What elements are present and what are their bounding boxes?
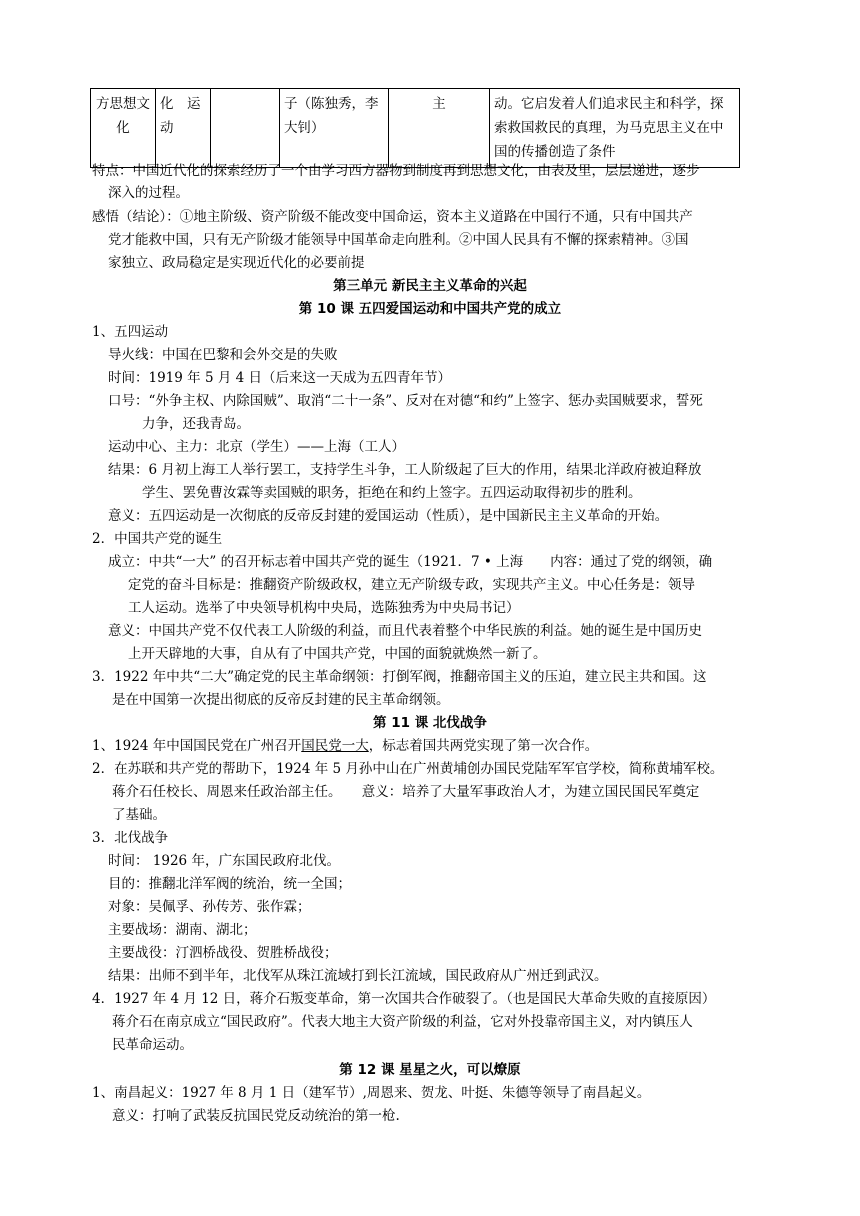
text-line: 力争，还我青岛。 xyxy=(142,416,250,432)
lesson-heading: 第 11 课 北伐战争 xyxy=(373,715,487,731)
table-cell xyxy=(211,89,280,168)
text-line: 特点：中国近代化的探索经历了一个由学习西方器物到制度再到思想文化，由表及里，层层递进，逐步 xyxy=(92,163,700,179)
text-line: 4．1927 年 4 月 12 日，蒋介石叛变革命，第一次国共合作破裂了。（也是国民大革命失败的直接原因） xyxy=(92,991,716,1007)
text-line: 1、南昌起义：1927 年 8 月 1 日（建军节）,周恩来、贺龙、叶挺、朱德等领导了南昌起义。 xyxy=(92,1085,651,1101)
text-line: 导火线：中国在巴黎和会外交是的失败 xyxy=(108,347,338,363)
lesson-heading: 第 10 课 五四爱国运动和中国共产党的成立 xyxy=(298,301,562,317)
text-span: ，标志着国共两党实现了第一次合作。 xyxy=(368,738,599,754)
text-line: 党才能救中国，只有无产阶级才能领导中国革命走向胜利。②中国人民具有不懈的探索精神。③国 xyxy=(108,232,689,248)
text-line: 感悟（结论）：①地主阶级、资产阶级不能改变中国命运，资本主义道路在中国行不通，只有中国共产 xyxy=(92,209,693,225)
text-line: 意义：五四运动是一次彻底的反帝反封建的爱国运动（性质），是中国新民主主义革命的开始。 xyxy=(108,508,669,524)
table-row xyxy=(91,89,740,168)
text-line: 主要战场：湖南、湖北； xyxy=(108,922,257,938)
text-line: 了基础。 xyxy=(112,807,166,823)
text-line: 口号：“外争主权、内除国贼”、取消“二十一条”、反对在对德“和约”上签字、惩办卖国贼要求，誓死 xyxy=(108,393,703,409)
table-cell: 化 运动 xyxy=(156,89,211,168)
text-line: 结果：6 月初上海工人举行罢工，支持学生斗争，工人阶级起了巨大的作用，结果北洋政府被迫释放 xyxy=(108,462,702,478)
text-line: 结果：出师不到半年，北伐军从珠江流域打到长江流域，国民政府从广州迁到武汉。 xyxy=(108,968,608,984)
text-line xyxy=(92,735,598,757)
table-cell: 动。它启发着人们追求民主和科学，探索救国救民的真理，为马克思主义在中国的传播创造了条件 xyxy=(490,89,740,168)
text-line: 2．在苏联和共产党的帮助下，1924 年 5 月孙中山在广州黄埔创办国民党陆军军官学校，简称黄埔军校。 xyxy=(92,761,724,777)
text-line: 对象：吴佩孚、孙传芳、张作霖； xyxy=(108,899,311,915)
text-line: 成立：中共“一大” 的召开标志着中国共产党的诞生（1921．7 • 上海 内容：通过了党的纲领，确 xyxy=(108,554,713,570)
text-line: 蒋介石在南京成立“国民政府”。代表大地主大资产阶级的利益，它对外投靠帝国主义，对内镇压人 xyxy=(112,1014,693,1030)
text-line: 工人运动。选举了中央领导机构中央局，选陈独秀为中央局书记） xyxy=(128,600,520,616)
text-line: 家独立、政局稳定是实现近代化的必要前提 xyxy=(108,255,365,271)
text-line: 是在中国第一次提出彻底的反帝反封建的民主革命纲领。 xyxy=(112,692,450,708)
text-line: 意义：打响了武装反抗国民党反动统治的第一枪. xyxy=(112,1108,400,1124)
text-line: 运动中心、主力：北京（学生）——上海（工人） xyxy=(108,439,405,455)
text-line: 蒋介石任校长、周恩来任政治部主任。 意义：培养了大量军事政治人才，为建立国民国民军奠定 xyxy=(112,784,700,800)
text-line: 定党的奋斗目标是：推翻资产阶级政权，建立无产阶级专政，实现共产主义。中心任务是：领导 xyxy=(128,577,695,593)
text-line: 1、五四运动 xyxy=(92,324,169,340)
text-line: 意义：中国共产党不仅代表工人阶级的利益，而且代表着整个中华民族的利益。她的诞生是中国历史 xyxy=(108,623,702,639)
text-line: 上开天辟地的大事，自从有了中国共产党，中国的面貌就焕然一新了。 xyxy=(128,646,547,662)
text-line: 民革命运动。 xyxy=(112,1037,193,1053)
table-fragment xyxy=(90,88,740,168)
text-line: 学生、罢免曹汝霖等卖国贼的职务，拒绝在和约上签字。五四运动取得初步的胜利。 xyxy=(142,485,642,501)
unit-heading: 第三单元 新民主主义革命的兴起 xyxy=(333,278,527,294)
text-line: 深入的过程。 xyxy=(108,185,189,201)
lesson-heading: 第 12 课 星星之火，可以燎原 xyxy=(339,1062,521,1078)
underlined-term: 国民党一大 xyxy=(301,738,369,754)
text-span: 1、1924 年中国国民党在广州召开 xyxy=(92,738,302,754)
table-cell: 主 xyxy=(389,89,490,168)
text-line: 时间：1919 年 5 月 4 日（后来这一天成为五四青年节） xyxy=(108,370,451,386)
text-line: 3．北伐战争 xyxy=(92,830,169,846)
table-cell: 子（陈独秀，李大钊） xyxy=(280,89,389,168)
text-line: 主要战役：汀泗桥战役、贺胜桥战役； xyxy=(108,945,338,961)
text-line: 目的：推翻北洋军阀的统治，统一全国； xyxy=(108,876,351,892)
text-line: 时间： 1926 年，广东国民政府北伐。 xyxy=(108,853,340,869)
table-cell: 方思想文化 xyxy=(91,89,156,168)
text-line: 2．中国共产党的诞生 xyxy=(92,531,223,547)
text-line: 3．1922 年中共“二大”确定党的民主革命纲领：打倒军阀，推翻帝国主义的压迫，建立民主共和国。这 xyxy=(92,669,707,685)
